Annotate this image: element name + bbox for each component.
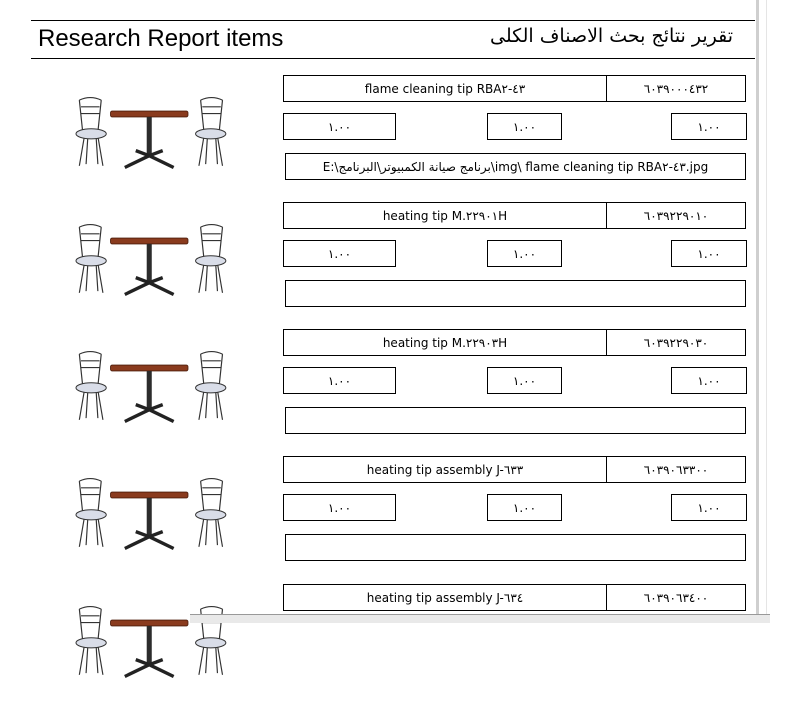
item-code: ٦٠٣٩٠٦٣٤٠٠ (606, 584, 746, 611)
item-value-2: ١.٠٠ (487, 113, 562, 140)
item-value-2: ١.٠٠ (487, 240, 562, 267)
report-item (0, 75, 795, 202)
item-value-3: ١.٠٠ (671, 113, 747, 140)
item-value-3: ١.٠٠ (671, 240, 747, 267)
header-rule (31, 58, 755, 59)
item-name: flame cleaning tip RBA٤٣-٢ (283, 75, 607, 102)
table-and-chairs-icon (58, 599, 243, 679)
item-code: ٦٠٣٩٢٢٩٠١٠ (606, 202, 746, 229)
table-and-chairs-icon (58, 217, 243, 297)
table-and-chairs-icon (58, 344, 243, 424)
item-value-1: ١.٠٠ (283, 367, 396, 394)
item-value-2: ١.٠٠ (487, 494, 562, 521)
report-item (0, 584, 795, 711)
table-and-chairs-icon (58, 471, 243, 551)
item-value-3: ١.٠٠ (671, 367, 747, 394)
item-name: heating tip M.٢٢٩٠١H (283, 202, 607, 229)
item-code: ٦٠٣٩٠٦٣٣٠٠ (606, 456, 746, 483)
report-title-ar: تقرير نتائج بحث الاصناف الكلى (490, 25, 734, 47)
item-value-3: ١.٠٠ (671, 494, 747, 521)
top-rule (31, 20, 755, 21)
item-value-1: ١.٠٠ (283, 494, 396, 521)
item-value-1: ١.٠٠ (283, 240, 396, 267)
item-code: ٦٠٣٩٢٢٩٠٣٠ (606, 329, 746, 356)
item-value-1: ١.٠٠ (283, 113, 396, 140)
item-code: ٦٠٣٩٠٠٠٤٣٢ (606, 75, 746, 102)
table-and-chairs-icon (58, 90, 243, 170)
report-item (0, 202, 795, 329)
item-image-path (285, 534, 746, 561)
item-image-path: E:\برنامج صيانة الكمبيوتر\البرنامج\img\ flame cleaning tip RBA٤٣-٢.jpg (285, 153, 746, 180)
item-image-path (285, 280, 746, 307)
item-image-path (285, 407, 746, 434)
item-name: heating tip assembly J-٦٣٣ (283, 456, 607, 483)
item-value-2: ١.٠٠ (487, 367, 562, 394)
report-item (0, 329, 795, 456)
item-name: heating tip M.٢٢٩٠٣H (283, 329, 607, 356)
item-name: heating tip assembly J-٦٣٤ (283, 584, 607, 611)
report-title-en: Research Report items (38, 25, 284, 52)
report-item (0, 456, 795, 583)
